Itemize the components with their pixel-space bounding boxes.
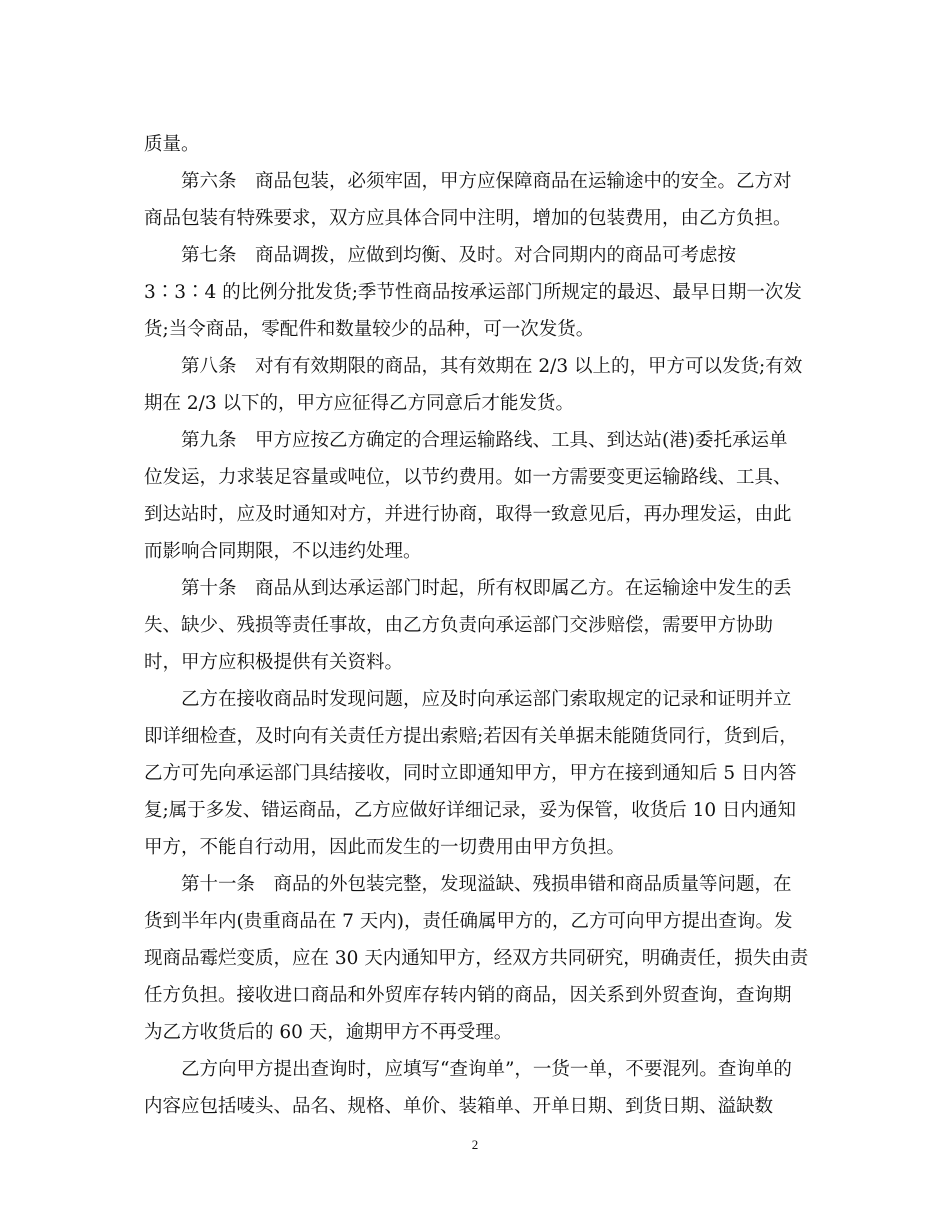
text-line: 到达站时，应及时通知对方，并进行协商，取得一致意见后，再办理发运，由此 — [144, 504, 792, 525]
text-line: 现商品霉烂变质，应在 30 天内通知甲方，经双方共同研究，明确责任，损失由责 — [144, 948, 808, 969]
text-line: 内容应包括唛头、品名、规格、单价、装箱单、开单日期、到货日期、溢缺数 — [144, 1096, 774, 1117]
text-line: 期在 2/3 以下的，甲方应征得乙方同意后才能发货。 — [144, 393, 575, 414]
text-line: 第八条 对有有效期限的商品，其有效期在 2/3 以上的，甲方可以发货;有效 — [181, 356, 803, 377]
text-line: 商品包装有特殊要求，双方应具体合同中注明，增加的包装费用，由乙方负担。 — [144, 208, 792, 229]
text-line: 失、缺少、残损等责任事故，由乙方负责向承运部门交涉赔偿，需要甲方协助 — [144, 615, 774, 636]
document-body — [144, 126, 808, 1125]
text-line: 而影响合同期限，不以违约处理。 — [144, 541, 422, 562]
text-line: 第七条 商品调拨，应做到均衡、及时。对合同期内的商品可考虑按 — [181, 245, 737, 266]
text-line: 复;属于多发、错运商品，乙方应做好详细记录，妥为保管，收货后 10 日内通知 — [144, 800, 797, 821]
text-line: 乙方向甲方提出查询时，应填写“查询单”，一货一单，不要混列。查询单的 — [181, 1059, 792, 1080]
text-line: 第十条 商品从到达承运部门时起，所有权即属乙方。在运输途中发生的丢 — [181, 578, 792, 599]
text-line: 第九条 甲方应按乙方确定的合理运输路线、工具、到达站(港)委托承运单 — [181, 430, 788, 451]
text-line: 质量。 — [144, 134, 200, 155]
text-line: 位发运，力求装足容量或吨位，以节约费用。如一方需要变更运输路线、工具、 — [144, 467, 792, 488]
text-line: 货到半年内(贵重商品在 7 天内)，责任确属甲方的，乙方可向甲方提出查询。发 — [144, 911, 793, 932]
text-line: 第十一条 商品的外包装完整，发现溢缺、残损串错和商品质量等问题，在 — [181, 874, 792, 895]
text-line: 货;当令商品，零配件和数量较少的品种，可一次发货。 — [144, 319, 595, 340]
text-line: 3∶3∶4 的比例分批发货;季节性商品按承运部门所规定的最迟、最早日期一次发 — [144, 282, 802, 303]
text-line: 乙方在接收商品时发现问题，应及时向承运部门索取规定的记录和证明并立 — [181, 689, 792, 710]
text-line: 甲方，不能自行动用，因此而发生的一切费用由甲方负担。 — [144, 837, 626, 858]
page-number: 2 — [471, 1137, 479, 1152]
text-line: 任方负担。接收进口商品和外贸库存转内销的商品，因关系到外贸查询，查询期 — [144, 985, 792, 1006]
text-line: 第六条 商品包装，必须牢固，甲方应保障商品在运输途中的安全。乙方对 — [181, 171, 792, 192]
text-line: 乙方可先向承运部门具结接收，同时立即通知甲方，甲方在接到通知后 5 日内答 — [144, 763, 797, 784]
text-line: 为乙方收货后的 60 天，逾期甲方不再受理。 — [144, 1022, 513, 1043]
text-line: 时，甲方应积极提供有关资料。 — [144, 652, 404, 673]
text-line: 即详细检查，及时向有关责任方提出索赔;若因有关单据未能随货同行，货到后， — [144, 726, 798, 747]
